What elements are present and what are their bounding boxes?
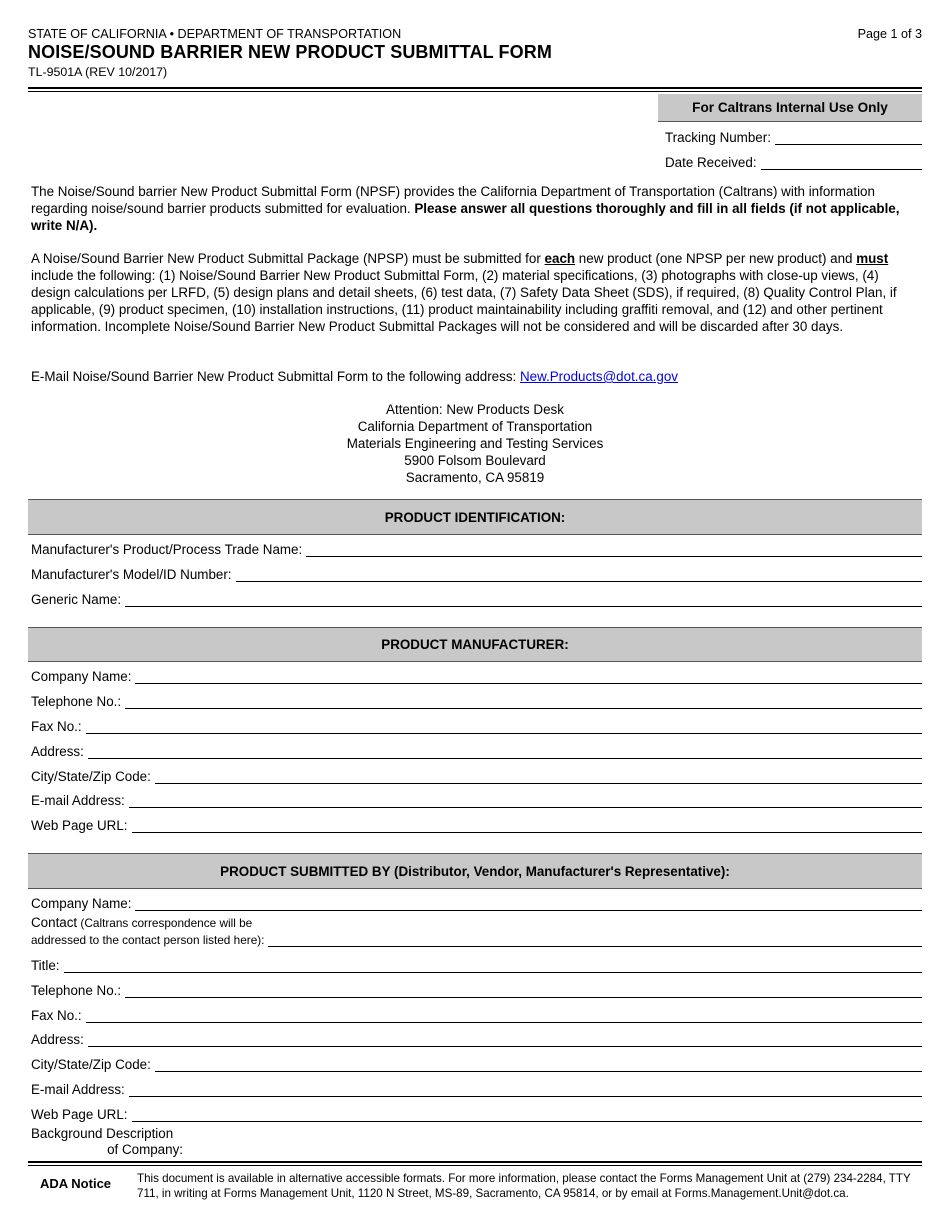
email-text: E-Mail Noise/Sound Barrier New Product Submittal Form to the following address:	[31, 369, 520, 384]
sub-contact-note: (Caltrans correspondence will be	[77, 916, 253, 930]
sub-contact-input[interactable]	[268, 932, 922, 947]
model-id-input[interactable]	[236, 567, 922, 582]
header-divider-thin	[28, 91, 922, 92]
mfr-company-field	[31, 668, 922, 684]
sub-company-label: Company Name:	[31, 896, 132, 911]
sub-title-input[interactable]	[64, 958, 922, 973]
email-link[interactable]: New.Products@dot.ca.gov	[519, 369, 678, 384]
address-street: 5900 Folsom Boulevard	[404, 453, 546, 468]
mfr-company-input[interactable]	[135, 669, 922, 684]
product-identification-heading: PRODUCT IDENTIFICATION:	[28, 499, 922, 535]
sub-fax-input[interactable]	[86, 1008, 922, 1023]
sub-city-field	[31, 1056, 922, 1072]
model-id-label: Manufacturer's Model/ID Number:	[31, 567, 232, 582]
product-manufacturer-heading: PRODUCT MANUFACTURER:	[28, 627, 922, 662]
mfr-telephone-field	[31, 693, 922, 709]
date-received-label: Date Received:	[665, 155, 757, 170]
sub-telephone-input[interactable]	[125, 983, 922, 998]
agency-name: STATE OF CALIFORNIA • DEPARTMENT OF TRANSPORTATION	[28, 27, 402, 41]
sub-address-label: Address:	[31, 1032, 84, 1047]
generic-name-label: Generic Name:	[31, 592, 122, 607]
package-text-c: include the following: (1) Noise/Sound Barrier New Product Submittal Form, (2) material specifications, (3) photographs with close-up views, (4) design calculations per LRFD, (5) design plans and detail sheets, (6) test data, (7) Safety Data Sheet (SDS), if required, (8) Quality Control Plan, if applicable, (9) product specimen, (10) installation instructions, (11) product maintainability including graffiti removal, and (12) and other pertinent information. Incomplete Noise/Sound Barrier New Product Submittal Packages will not be considered and will be discarded after 30 days.	[31, 268, 897, 334]
sub-background-input[interactable]	[185, 1126, 922, 1160]
sub-company-input[interactable]	[135, 896, 922, 911]
sub-telephone-field	[31, 982, 922, 998]
package-must: must	[856, 251, 889, 266]
ada-notice-label: ADA Notice	[40, 1176, 112, 1191]
mfr-fax-field	[31, 718, 922, 734]
intro-text: The Noise/Sound barrier New Product Submittal Form (NPSF) provides the California Department of Transportation (Caltrans) with information regarding noise/sound barrier products submitted for evaluation.	[31, 184, 875, 216]
sub-telephone-label: Telephone No.:	[31, 983, 122, 998]
tracking-number-label: Tracking Number:	[665, 130, 771, 145]
mfr-web-field	[31, 817, 922, 833]
package-each: each	[544, 251, 576, 266]
submitted-by-heading: PRODUCT SUBMITTED BY (Distributor, Vendor, Manufacturer's Representative):	[28, 853, 922, 889]
mfr-address-field	[31, 743, 922, 759]
header-divider	[28, 87, 922, 89]
sub-email-field	[31, 1081, 922, 1097]
page-number: Page 1 of 3	[857, 27, 922, 41]
sub-web-input[interactable]	[132, 1107, 922, 1122]
package-paragraph	[31, 250, 921, 335]
footer-divider-thin	[28, 1165, 922, 1166]
date-received-input[interactable]	[761, 155, 922, 170]
sub-fax-field	[31, 1007, 922, 1023]
address-division: Materials Engineering and Testing Services	[346, 436, 604, 451]
internal-use-heading: For Caltrans Internal Use Only	[658, 94, 922, 122]
sub-city-label: City/State/Zip Code:	[31, 1057, 151, 1072]
package-text-a: A Noise/Sound Barrier New Product Submittal Package (NPSP) must be submitted for	[31, 251, 545, 266]
sub-background-field	[31, 1126, 183, 1158]
sub-title-field	[31, 957, 922, 973]
mfr-email-field	[31, 792, 922, 808]
mfr-telephone-input[interactable]	[125, 694, 922, 709]
address-attention: Attention: New Products Desk	[386, 402, 564, 417]
trade-name-input[interactable]	[306, 542, 922, 557]
trade-name-label: Manufacturer's Product/Process Trade Name:	[31, 542, 303, 557]
intro-instruction: Please answer all questions thoroughly and fill in all fields (if not applicable, write N/A).	[31, 201, 900, 233]
address-department: California Department of Transportation	[357, 419, 593, 434]
sub-email-label: E-mail Address:	[31, 1082, 125, 1097]
generic-name-input[interactable]	[125, 592, 922, 607]
trade-name-field	[31, 541, 922, 557]
mfr-web-input[interactable]	[132, 818, 922, 833]
mfr-fax-input[interactable]	[86, 719, 922, 734]
sub-title-label: Title:	[31, 958, 60, 973]
form-title: NOISE/SOUND BARRIER NEW PRODUCT SUBMITTAL FORM	[28, 42, 552, 62]
mfr-city-label: City/State/Zip Code:	[31, 769, 151, 784]
model-id-field	[31, 566, 922, 582]
sub-address-input[interactable]	[88, 1032, 922, 1047]
tracking-number-input[interactable]	[775, 130, 922, 145]
sub-background-label-2: of Company:	[107, 1142, 183, 1157]
sub-background-label: Background Description	[31, 1126, 174, 1141]
mfr-address-input[interactable]	[88, 744, 922, 759]
sub-contact-field	[31, 915, 922, 948]
mfr-address-label: Address:	[31, 744, 84, 759]
sub-contact-note-2: addressed to the contact person listed here):	[31, 933, 265, 947]
address-city: Sacramento, CA 95819	[405, 470, 545, 485]
footer-divider	[28, 1161, 922, 1163]
sub-address-field	[31, 1031, 922, 1047]
email-paragraph	[31, 368, 921, 385]
mfr-telephone-label: Telephone No.:	[31, 694, 122, 709]
generic-name-field	[31, 591, 922, 607]
mfr-email-label: E-mail Address:	[31, 793, 125, 808]
form-number: TL-9501A (REV 10/2017)	[28, 65, 168, 79]
sub-contact-label: Contact	[31, 915, 78, 930]
sub-email-input[interactable]	[129, 1082, 922, 1097]
sub-web-label: Web Page URL:	[31, 1107, 128, 1122]
mfr-email-input[interactable]	[129, 793, 922, 808]
date-received-field	[665, 153, 922, 170]
sub-web-field	[31, 1106, 922, 1122]
mfr-fax-label: Fax No.:	[31, 719, 82, 734]
sub-company-field	[31, 895, 922, 911]
mfr-company-label: Company Name:	[31, 669, 132, 684]
sub-fax-label: Fax No.:	[31, 1008, 82, 1023]
package-text-b: new product (one NPSP per new product) and	[575, 251, 857, 266]
mailing-address	[28, 401, 922, 486]
ada-notice-text: This document is available in alternative accessible formats. For more information, please contact the Forms Management Unit at (279) 234-2284, TTY 711, in writing at Forms Management Unit, 1120 N Street, MS-89, Sacramento, CA 95814, or by email at Forms.Management.Unit@dot.ca.	[137, 1172, 911, 1200]
mfr-city-input[interactable]	[155, 769, 922, 784]
mfr-city-field	[31, 768, 922, 784]
mfr-web-label: Web Page URL:	[31, 818, 128, 833]
intro-paragraph	[31, 183, 921, 234]
tracking-number-field	[665, 128, 922, 145]
sub-city-input[interactable]	[155, 1057, 922, 1072]
